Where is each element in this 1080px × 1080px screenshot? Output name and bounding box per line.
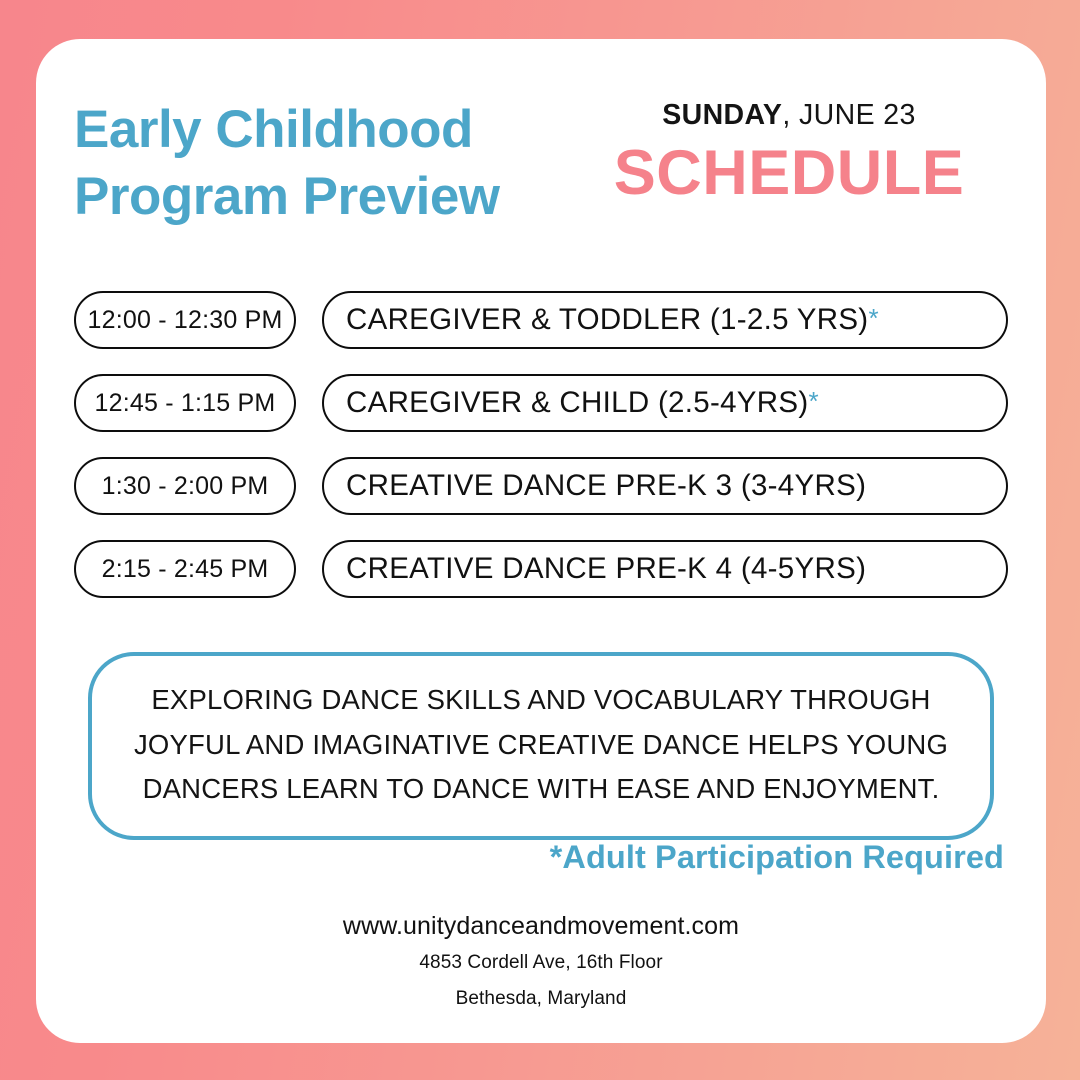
class-label: CREATIVE DANCE PRE-K 3 (3-4YRS) [346, 469, 867, 502]
title-line-2: Program Preview [74, 166, 500, 226]
card-header [36, 39, 1046, 249]
event-day-of-week: SUNDAY [662, 99, 783, 131]
card-footer [36, 911, 1046, 1014]
schedule-row [74, 374, 1008, 432]
event-date-rest: , JUNE 23 [782, 99, 916, 131]
time-pill [74, 540, 296, 598]
schedule-card [36, 39, 1046, 1043]
time-label: 12:00 - 12:30 PM [87, 305, 283, 334]
schedule-heading [574, 101, 1004, 206]
schedule-row [74, 291, 1008, 349]
class-label: CAREGIVER & TODDLER (1-2.5 YRS) [346, 303, 869, 336]
description-line-1: EXPLORING DANCE SKILLS AND VOCABULARY THROUGH [151, 684, 931, 715]
time-label: 2:15 - 2:45 PM [101, 554, 269, 583]
class-pill [322, 457, 1008, 515]
address-line-2: Bethesda, Maryland [455, 988, 627, 1010]
description-line-3: DANCERS LEARN TO DANCE WITH EASE AND ENJOYMENT. [142, 773, 940, 805]
asterisk-marker: * [808, 386, 819, 416]
schedule-row [74, 540, 1008, 598]
time-label: 12:45 - 1:15 PM [94, 388, 276, 417]
description-box [88, 652, 994, 840]
description-line-2: JOYFUL AND IMAGINATIVE CREATIVE DANCE HELPS YOUNG [133, 728, 949, 760]
adult-participation-note: *Adult Participation Required [549, 839, 1004, 875]
class-pill [322, 374, 1008, 432]
website-link[interactable]: www.unitydanceandmovement.com [342, 912, 740, 940]
asterisk-marker: * [868, 303, 879, 333]
title-line-1: Early Childhood [74, 100, 473, 159]
schedule-list [74, 291, 1008, 623]
class-label: CAREGIVER & CHILD (2.5-4YRS) [346, 386, 809, 419]
page-title [74, 97, 594, 231]
class-pill [322, 540, 1008, 598]
class-label: CREATIVE DANCE PRE-K 4 (4-5YRS) [346, 552, 867, 585]
time-pill [74, 291, 296, 349]
time-pill [74, 457, 296, 515]
schedule-word: SCHEDULE [613, 137, 965, 208]
event-date [574, 101, 1004, 130]
schedule-row [74, 457, 1008, 515]
time-pill [74, 374, 296, 432]
address-line-1: 4853 Cordell Ave, 16th Floor [419, 952, 663, 973]
time-label: 1:30 - 2:00 PM [101, 471, 269, 500]
class-pill [322, 291, 1008, 349]
